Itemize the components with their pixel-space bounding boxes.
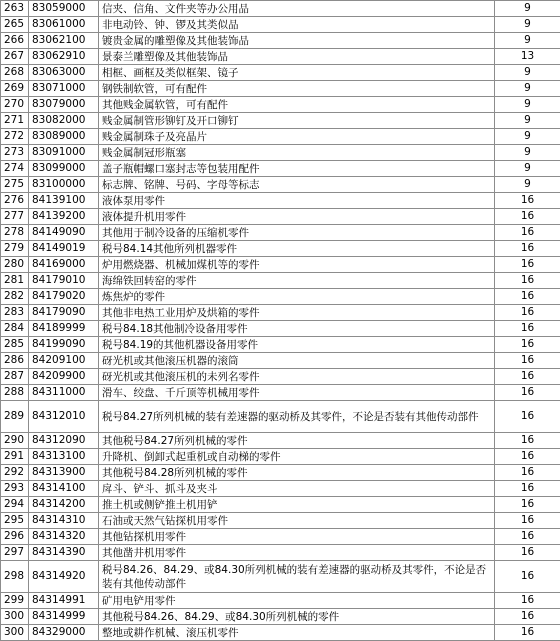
hs-code-cell: 84312010 <box>29 401 99 433</box>
table-row <box>1 609 560 625</box>
row-index-cell: 294 <box>1 497 29 513</box>
rate-cell: 9 <box>495 65 560 81</box>
row-index-cell: 291 <box>1 449 29 465</box>
hs-code-cell: 83062100 <box>29 33 99 49</box>
row-index-cell: 281 <box>1 273 29 289</box>
description-cell: 炼焦炉的零件 <box>99 289 495 305</box>
row-index-cell: 283 <box>1 305 29 321</box>
rate-cell: 9 <box>495 177 560 193</box>
description-cell: 炉用燃烧器、机械加煤机等的零件 <box>99 257 495 273</box>
hs-code-cell: 84314310 <box>29 513 99 529</box>
row-index-cell: 275 <box>1 177 29 193</box>
table-row <box>1 113 560 129</box>
hs-code-cell: 84209900 <box>29 369 99 385</box>
rate-cell: 16 <box>495 401 560 433</box>
row-index-cell: 271 <box>1 113 29 129</box>
hs-code-cell: 84209100 <box>29 353 99 369</box>
table-row <box>1 65 560 81</box>
rate-cell: 16 <box>495 497 560 513</box>
row-index-cell: 286 <box>1 353 29 369</box>
rate-cell: 16 <box>495 257 560 273</box>
hs-code-cell: 84179020 <box>29 289 99 305</box>
table-row <box>1 353 560 369</box>
table-row <box>1 337 560 353</box>
description-cell: 标志牌、铭牌、号码、字母等标志 <box>99 177 495 193</box>
description-cell: 砑光机或其他滚压机器的滚筒 <box>99 353 495 369</box>
rate-cell: 9 <box>495 97 560 113</box>
description-cell: 其他用于制冷设备的压缩机零件 <box>99 225 495 241</box>
row-index-cell: 296 <box>1 529 29 545</box>
hs-code-cell: 84139100 <box>29 193 99 209</box>
rate-cell: 16 <box>495 209 560 225</box>
hs-code-cell: 84149090 <box>29 225 99 241</box>
rate-cell: 9 <box>495 129 560 145</box>
rate-cell: 16 <box>495 561 560 593</box>
table-row <box>1 625 560 641</box>
row-index-cell: 265 <box>1 17 29 33</box>
row-index-cell: 269 <box>1 81 29 97</box>
hs-code-cell: 84314390 <box>29 545 99 561</box>
hs-code-cell: 84189999 <box>29 321 99 337</box>
description-cell: 贱金属制管形铆钉及开口铆钉 <box>99 113 495 129</box>
hs-code-cell: 83082000 <box>29 113 99 129</box>
rate-cell: 16 <box>495 593 560 609</box>
hs-code-cell: 84312090 <box>29 433 99 449</box>
table-row <box>1 49 560 65</box>
rate-cell: 9 <box>495 161 560 177</box>
table-row <box>1 321 560 337</box>
table-row <box>1 449 560 465</box>
row-index-cell: 292 <box>1 465 29 481</box>
description-cell: 贱金属制珠子及亮晶片 <box>99 129 495 145</box>
rate-cell: 16 <box>495 369 560 385</box>
row-index-cell: 276 <box>1 193 29 209</box>
row-index-cell: 299 <box>1 593 29 609</box>
table-row <box>1 241 560 257</box>
description-cell: 矿用电铲用零件 <box>99 593 495 609</box>
hs-code-cell: 83062910 <box>29 49 99 65</box>
row-index-cell: 287 <box>1 369 29 385</box>
row-index-cell: 268 <box>1 65 29 81</box>
rate-cell: 16 <box>495 353 560 369</box>
rate-cell: 16 <box>495 337 560 353</box>
table-row <box>1 33 560 49</box>
hs-code-cell: 83091000 <box>29 145 99 161</box>
row-index-cell: 288 <box>1 385 29 401</box>
table-row <box>1 17 560 33</box>
description-cell: 盖子瓶帽螺口塞封志等包装用配件 <box>99 161 495 177</box>
rate-cell: 16 <box>495 241 560 257</box>
hs-code-cell: 84313100 <box>29 449 99 465</box>
row-index-cell: 295 <box>1 513 29 529</box>
row-index-cell: 290 <box>1 433 29 449</box>
rate-cell: 16 <box>495 273 560 289</box>
row-index-cell: 277 <box>1 209 29 225</box>
rate-cell: 16 <box>495 513 560 529</box>
description-cell: 滑车、绞盘、千斤顶等机械用零件 <box>99 385 495 401</box>
hs-code-cell: 84314100 <box>29 481 99 497</box>
description-cell: 税号84.26、84.29、或84.30所列机械的装有差速器的驱动桥及其零件，不论是否装有其他传动部件 <box>99 561 495 593</box>
hs-code-cell: 84314920 <box>29 561 99 593</box>
row-index-cell: 298 <box>1 561 29 593</box>
table-row <box>1 561 560 593</box>
hs-code-cell: 84311000 <box>29 385 99 401</box>
description-cell: 税号84.19的其他机器设备用零件 <box>99 337 495 353</box>
row-index-cell: 293 <box>1 481 29 497</box>
rate-cell: 16 <box>495 321 560 337</box>
rate-cell: 9 <box>495 1 560 17</box>
description-cell: 液体提升机用零件 <box>99 209 495 225</box>
description-cell: 税号84.18其他制冷设备用零件 <box>99 321 495 337</box>
description-cell: 其他贱金属软管，可有配件 <box>99 97 495 113</box>
row-index-cell: 267 <box>1 49 29 65</box>
description-cell: 推土机或侧铲推土机用铲 <box>99 497 495 513</box>
description-cell: 升降机、倒卸式起重机或自动梯的零件 <box>99 449 495 465</box>
row-index-cell: 280 <box>1 257 29 273</box>
row-index-cell: 272 <box>1 129 29 145</box>
table-row <box>1 385 560 401</box>
table-row <box>1 145 560 161</box>
table-row <box>1 289 560 305</box>
hs-code-cell: 83061000 <box>29 17 99 33</box>
rate-cell: 16 <box>495 481 560 497</box>
description-cell: 海绵铁回转窑的零件 <box>99 273 495 289</box>
description-cell: 非电动铃、钟、锣及其类似品 <box>99 17 495 33</box>
row-index-cell: 279 <box>1 241 29 257</box>
rate-cell: 16 <box>495 529 560 545</box>
table-row <box>1 1 560 17</box>
description-cell: 其他税号84.26、84.29、或84.30所列机械的零件 <box>99 609 495 625</box>
table-row <box>1 305 560 321</box>
hs-code-cell: 84179010 <box>29 273 99 289</box>
description-cell: 戽斗、铲斗、抓斗及夹斗 <box>99 481 495 497</box>
table-body <box>1 1 560 641</box>
description-cell: 贱金属制冠形瓶塞 <box>99 145 495 161</box>
rate-cell: 9 <box>495 81 560 97</box>
rate-cell: 9 <box>495 33 560 49</box>
hs-code-cell: 83089000 <box>29 129 99 145</box>
description-cell: 镀贵金属的雕塑像及其他装饰品 <box>99 33 495 49</box>
hs-code-cell: 84314200 <box>29 497 99 513</box>
rate-cell: 16 <box>495 609 560 625</box>
row-index-cell: 300 <box>1 625 29 641</box>
description-cell: 钢铁制软管，可有配件 <box>99 81 495 97</box>
table-row <box>1 177 560 193</box>
table-row <box>1 97 560 113</box>
rate-cell: 9 <box>495 17 560 33</box>
hs-code-cell: 83100000 <box>29 177 99 193</box>
description-cell: 其他税号84.28所列机械的零件 <box>99 465 495 481</box>
rate-cell: 16 <box>495 545 560 561</box>
table-row <box>1 193 560 209</box>
description-cell: 税号84.14其他所列机器零件 <box>99 241 495 257</box>
table-row <box>1 369 560 385</box>
description-cell: 信夹、信角、文件夹等办公用品 <box>99 1 495 17</box>
hs-code-cell: 84314991 <box>29 593 99 609</box>
table-row <box>1 209 560 225</box>
description-cell: 税号84.27所列机械的装有差速器的驱动桥及其零件，不论是否装有其他传动部件 <box>99 401 495 433</box>
table-row <box>1 465 560 481</box>
row-index-cell: 289 <box>1 401 29 433</box>
row-index-cell: 285 <box>1 337 29 353</box>
hs-code-cell: 84149019 <box>29 241 99 257</box>
row-index-cell: 274 <box>1 161 29 177</box>
table-row <box>1 513 560 529</box>
table-row <box>1 257 560 273</box>
hs-code-cell: 83063000 <box>29 65 99 81</box>
table-row <box>1 529 560 545</box>
row-index-cell: 273 <box>1 145 29 161</box>
hs-code-cell: 83079000 <box>29 97 99 113</box>
table-row <box>1 81 560 97</box>
hs-code-cell: 83071000 <box>29 81 99 97</box>
row-index-cell: 284 <box>1 321 29 337</box>
table-row <box>1 161 560 177</box>
hs-code-cell: 84314999 <box>29 609 99 625</box>
rate-cell: 13 <box>495 49 560 65</box>
hs-code-cell: 83059000 <box>29 1 99 17</box>
hs-code-cell: 84313900 <box>29 465 99 481</box>
row-index-cell: 300 <box>1 609 29 625</box>
table-row <box>1 129 560 145</box>
row-index-cell: 266 <box>1 33 29 49</box>
hs-code-cell: 84329000 <box>29 625 99 641</box>
description-cell: 景泰兰雕塑像及其他装饰品 <box>99 49 495 65</box>
description-cell: 整地或耕作机械、滚压机零件 <box>99 625 495 641</box>
hs-code-cell: 84139200 <box>29 209 99 225</box>
hs-code-cell: 84314320 <box>29 529 99 545</box>
description-cell: 其他非电热工业用炉及烘箱的零件 <box>99 305 495 321</box>
table-row <box>1 433 560 449</box>
table-row <box>1 225 560 241</box>
description-cell: 其他税号84.27所列机械的零件 <box>99 433 495 449</box>
rate-cell: 16 <box>495 289 560 305</box>
rate-cell: 16 <box>495 465 560 481</box>
row-index-cell: 278 <box>1 225 29 241</box>
table-row <box>1 497 560 513</box>
rate-cell: 16 <box>495 449 560 465</box>
hs-code-cell: 84199090 <box>29 337 99 353</box>
hs-code-cell: 84179090 <box>29 305 99 321</box>
description-cell: 砑光机或其他滚压机的未列名零件 <box>99 369 495 385</box>
rate-cell: 16 <box>495 225 560 241</box>
rate-cell: 16 <box>495 385 560 401</box>
description-cell: 相框、画框及类似框架、镜子 <box>99 65 495 81</box>
rate-cell: 16 <box>495 433 560 449</box>
description-cell: 石油或天然气钻探机用零件 <box>99 513 495 529</box>
table-row <box>1 481 560 497</box>
description-cell: 液体泵用零件 <box>99 193 495 209</box>
rate-cell: 16 <box>495 193 560 209</box>
description-cell: 其他钻探机用零件 <box>99 529 495 545</box>
rate-cell: 16 <box>495 305 560 321</box>
table-row <box>1 545 560 561</box>
row-index-cell: 270 <box>1 97 29 113</box>
table-row <box>1 273 560 289</box>
table-row <box>1 401 560 433</box>
rate-cell: 9 <box>495 113 560 129</box>
rate-cell: 9 <box>495 145 560 161</box>
rate-cell: 16 <box>495 625 560 641</box>
row-index-cell: 282 <box>1 289 29 305</box>
row-index-cell: 297 <box>1 545 29 561</box>
row-index-cell: 263 <box>1 1 29 17</box>
hs-code-cell: 83099000 <box>29 161 99 177</box>
description-cell: 其他凿井机用零件 <box>99 545 495 561</box>
hs-code-cell: 84169000 <box>29 257 99 273</box>
table-row <box>1 593 560 609</box>
